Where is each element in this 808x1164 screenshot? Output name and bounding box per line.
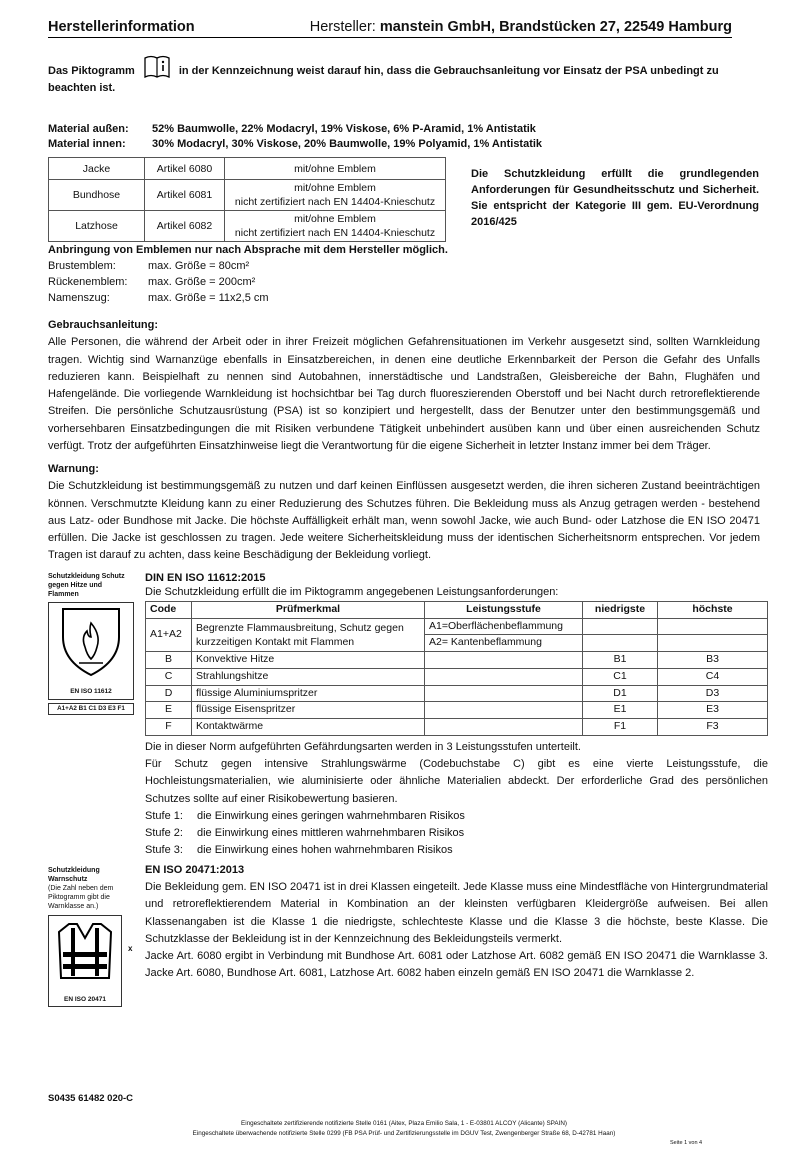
manufacturer-prefix: Hersteller:: [309, 19, 380, 35]
cell-low: B1: [583, 652, 658, 669]
article-emblem: mit/ohne Emblem: [225, 158, 446, 180]
article-table: [48, 157, 446, 242]
cell-code: D: [146, 685, 192, 702]
table-row: [146, 702, 768, 719]
cell-low: C1: [583, 668, 658, 685]
cell-stufe: [425, 685, 583, 702]
vest-icon: [49, 916, 121, 988]
cell-high: [658, 618, 768, 635]
cell-low: F1: [583, 718, 658, 735]
cell-stufe: [425, 718, 583, 735]
emblem-value: max. Größe = 80cm²: [148, 260, 250, 272]
article-name: Bundhose: [49, 180, 145, 211]
manufacturer: [310, 19, 732, 35]
pictogram-codes: A1+A2 B1 C1 D3 E3 F1: [48, 703, 134, 715]
pictogram-norm: EN ISO 11612: [70, 688, 112, 695]
cell-code: C: [146, 668, 192, 685]
header-title: Herstellerinformation: [48, 19, 195, 35]
usage-text: Alle Personen, die während der Arbeit oder in ihrer Freizeit möglichen Gefahrensituationen im Verkehr ausgesetzt sind, sollten Warnkleidung tragen. Wichtig sind Warnanzüge ebenfalls in Einsatzbereichen, in denen eine deutliche Erkennbarkeit der Person die Gefahr des Unfalls reduzieren kann. Beispielhaft zu nennen sind Autobahnen, innerstädtische und Landstraßen, Gleisbereiche der Bahn, Flughäfen und Hafengelände. Die vorliegende Warnkleidung ist hochsichtbar bei Tag durch fluoreszierenden Oberstoff und bei Nacht durch retroreflektierende Streifen. Die persönliche Schutzausrüstung (PSA) ist so konzipiert und hergestellt, dass der Benutzer unter den bestimmungsgemäß und vorhersehbaren Einsatzbedingungen die mit Risiken verbundene Tätigkeit unbehindert ausüben kann und über einen ausreichenden Schutz verfügt. Trotz der aufgeführten Einsatzhinweise liegt die Verantwortung für die eigene Sicherheit in letzter Instanz immer bei dem Träger.: [48, 336, 760, 453]
flame-pictogram: [48, 602, 134, 700]
table-row: [146, 652, 768, 669]
table-row: [146, 718, 768, 735]
warning-text: Die Schutzkleidung ist bestimmungsgemäß zu nutzen und darf keinen Einflüssen ausgesetzt werden, die ihren sicheren Zustand beeinträchtigen können. Verschmutzte Kleidung kann zu einer Reduzierung des Schutzes führen. Die Bekleidung muss als Anzug getragen werden - bestehend aus Latz- oder Bundhose mit Jacke. Die höchste Auffälligkeit erhält man, wenn sowohl Jacke, wie auch Bund- oder Latzhose die EN ISO 20471 erfüllen. Die Jacke ist geschlossen zu tragen. Jede weitere Sicherheitskleidung muss der identischen Sicherheitsnorm entsprechen. Vor jedem Tragen ist darauf zu achten, dass keine Beschädigung der Bekleidung vorliegt.: [48, 480, 760, 562]
emblem-title: Anbringung von Emblemen nur nach Absprache mit dem Hersteller möglich.: [48, 244, 448, 256]
iso20471-text2: Jacke Art. 6080 ergibt in Verbindung mit Bundhose Art. 6081 oder Latzhose Art. 6082 gemäß EN ISO 20471 die Warnklasse 3. Jacke Art. 6080, Bundhose Art. 6081, Latzhose Art. 6082 haben einzeln gemäß EN ISO 20471 die Warnklasse 2.: [145, 950, 768, 980]
cell-stufe: [425, 668, 583, 685]
cell-merkmal: Konvektive Hitze: [192, 652, 425, 669]
article-name: Jacke: [49, 158, 145, 180]
stufe-value: die Einwirkung eines geringen wahrnehmbaren Risikos: [197, 809, 465, 822]
cell-stufe: A1=Oberflächenbeflammung: [425, 618, 583, 635]
article-number: Artikel 6080: [145, 158, 225, 180]
material-outer-label: Material außen:: [48, 123, 129, 135]
usage-title: Gebrauchsanleitung:: [48, 319, 159, 331]
table-row: [146, 668, 768, 685]
article-name: Latzhose: [49, 211, 145, 242]
cell-merkmal: flüssige Eisenspritzer: [192, 702, 425, 719]
warning-section: [48, 461, 760, 565]
emblem-value: max. Größe = 11x2,5 cm: [148, 292, 269, 304]
emblem-row: [48, 258, 448, 274]
cell-low: [583, 618, 658, 635]
material-outer-value: 52% Baumwolle, 22% Modacryl, 19% Viskose, 6% P-Aramid, 1% Antistatik: [152, 123, 536, 135]
col-code: Code: [146, 602, 192, 619]
iso11612-intro: Die Schutzkleidung erfüllt die im Piktogramm angegebenen Leistungsanforderungen:: [145, 586, 559, 598]
cell-high: F3: [658, 718, 768, 735]
piktogramm-after: in der Kennzeichnung weist darauf hin, dass die Gebrauchsanleitung vor Einsatz der PSA unbedingt zu beachten ist.: [48, 65, 719, 94]
col-low: niedrigste: [583, 602, 658, 619]
stufe-key: Stufe 2:: [145, 827, 183, 840]
info-book-icon: [143, 54, 171, 80]
cell-high: D3: [658, 685, 768, 702]
emblem-placement: [48, 242, 448, 306]
article-knee-note: nicht zertifiziert nach EN 14404-Knieschutz: [234, 227, 436, 239]
emblem-row: [48, 274, 448, 290]
piktogramm-note: [48, 54, 760, 96]
cell-code: B: [146, 652, 192, 669]
pictogram-norm: EN ISO 20471: [64, 996, 106, 1003]
table-row: [49, 211, 446, 242]
cell-merkmal: Kontaktwärme: [192, 718, 425, 735]
emblem-value: max. Größe = 200cm²: [148, 276, 256, 288]
page-number: Seite 1 von 4: [670, 1140, 703, 1146]
iso11612-notes: [145, 739, 768, 859]
footer-notified-bodies: [0, 1119, 808, 1139]
stufe-row: [145, 825, 768, 842]
cell-merkmal: Begrenzte Flammausbreitung, Schutz gegen kurzzeitigen Kontakt mit Flammen: [192, 618, 425, 651]
col-merkmal: Prüfmerkmal: [192, 602, 425, 619]
cell-low: E1: [583, 702, 658, 719]
material-inner-value: 30% Modacryl, 30% Viskose, 20% Baumwolle, 19% Polyamid, 1% Antistatik: [152, 138, 543, 150]
footer-line1: Eingeschaltete zertifizierende notifizierte Stelle 0161 (Aitex, Plaza Emilio Sala, 1 - E-03801 ALCOY (Alicante) SPAIN): [241, 1120, 567, 1127]
article-number: Artikel 6082: [145, 211, 225, 242]
article-knee-note: nicht zertifiziert nach EN 14404-Knieschutz: [234, 196, 436, 208]
material-inner-label: Material innen:: [48, 138, 126, 150]
iso20471-section: [145, 862, 768, 982]
table-row: [49, 180, 446, 211]
article-number: Artikel 6081: [145, 180, 225, 211]
cell-high: [658, 635, 768, 652]
cell-stufe: A2= Kantenbeflammung: [425, 635, 583, 652]
pictogram-label: Schutzkleidung Schutz gegen Hitze und Flammen: [48, 573, 125, 598]
article-emblem: [225, 180, 446, 211]
stufe-key: Stufe 1:: [145, 809, 183, 822]
table-header-row: [146, 602, 768, 619]
cell-low: D1: [583, 685, 658, 702]
cell-low: [583, 635, 658, 652]
table-row: [49, 158, 446, 180]
article-emblem: [225, 211, 446, 242]
iso11612-note1: Die in dieser Norm aufgeführten Gefährdungsarten werden in 3 Leistungsstufen unterteilt.: [145, 741, 581, 753]
stufe-row: [145, 842, 768, 859]
stufe-value: die Einwirkung eines hohen wahrnehmbaren Risikos: [197, 844, 453, 857]
cell-stufe: [425, 702, 583, 719]
cell-merkmal: flüssige Aluminiumspritzer: [192, 685, 425, 702]
usage-section: [48, 317, 760, 455]
iso11612-note2: Für Schutz gegen intensive Strahlungswärme (Codebuchstabe C) gibt es eine vierte Leistungsstufe, die Hochleistungsmaterialien, wie aluminisierte oder ähnliche Materialien abdeckt. Der erforderliche Grad des persönlichen Schutzes sollte auf einer Risikobewertung basieren.: [145, 758, 768, 805]
emblem-key: Namenszug:: [48, 292, 110, 304]
pictogram-sub: (Die Zahl neben dem Piktogramm gibt die Warnklasse an.): [48, 885, 114, 910]
category-note: Die Schutzkleidung erfüllt die grundlegenden Anforderungen für Gesundheitsschutz und Sicherheit. Sie entspricht der Kategorie III gem. EU-Verordnung 2016/425: [471, 168, 759, 228]
warnschutz-pictogram: [48, 915, 122, 1007]
cell-code: F: [146, 718, 192, 735]
stufe-value: die Einwirkung eines mittleren wahrnehmbaren Risikos: [197, 827, 465, 840]
material-outer: [48, 123, 536, 135]
footer-line2: Eingeschaltete überwachende notifizierte Stelle 0299 (FB PSA Prüf- und Zertifizierungsstelle im DGUV Test, Zwengenberger Straße 68, D-42781 Haan): [192, 1130, 616, 1137]
emblem-key: Rückenemblem:: [48, 276, 128, 288]
col-stufe: Leistungsstufe: [425, 602, 583, 619]
doc-code: S0435 61482 020-C: [48, 1093, 134, 1104]
cell-code: E: [146, 702, 192, 719]
cell-merkmal: Strahlungshitze: [192, 668, 425, 685]
manufacturer-name: manstein GmbH, Brandstücken 27, 22549 Hamburg: [379, 19, 732, 35]
article-emblem-line: mit/ohne Emblem: [294, 213, 376, 225]
cell-high: C4: [658, 668, 768, 685]
stufe-row: [145, 808, 768, 825]
iso20471-title: EN ISO 20471:2013: [145, 864, 245, 876]
iso11612-title: DIN EN ISO 11612:2015: [145, 572, 266, 584]
article-emblem-line: mit/ohne Emblem: [294, 182, 376, 194]
col-high: höchste: [658, 602, 768, 619]
cell-high: E3: [658, 702, 768, 719]
warnklasse-placeholder: x: [128, 944, 133, 953]
material-inner: [48, 138, 542, 150]
cell-high: B3: [658, 652, 768, 669]
page-header: [48, 13, 732, 35]
warnschutz-pictogram-block: [48, 866, 136, 1007]
table-row: [146, 685, 768, 702]
warning-title: Warnung:: [48, 463, 99, 475]
emblem-key: Brustemblem:: [48, 260, 116, 272]
pictogram-label: Schutzkleidung Warnschutz: [48, 867, 100, 883]
piktogramm-before: Das Piktogramm: [48, 65, 135, 77]
flame-pictogram-block: [48, 572, 134, 715]
emblem-row: [48, 290, 448, 306]
table-row: [146, 618, 768, 635]
cell-code: A1+A2: [146, 618, 192, 651]
flame-shield-icon: [49, 603, 133, 681]
iso20471-text: Die Bekleidung gem. EN ISO 20471 ist in drei Klassen eingeteilt. Jede Klasse muss eine Mindestfläche von Hintergrundmaterial und retroreflektierendem Material in Kombination an der kleinsten verfügbaren Kleidergröße aufweisen. Bei allen Klassenangaben ist die Klasse 1 die niedrigste, schlechteste Klasse und die Klasse 3 die höchste, beste Klasse. Die Schutzklasse der Bekleidung ist in der Kennzeichnung des Bekleidungsteils vermerkt.: [145, 881, 768, 945]
performance-table: [145, 601, 768, 736]
cell-stufe: [425, 652, 583, 669]
stufe-key: Stufe 3:: [145, 844, 183, 857]
